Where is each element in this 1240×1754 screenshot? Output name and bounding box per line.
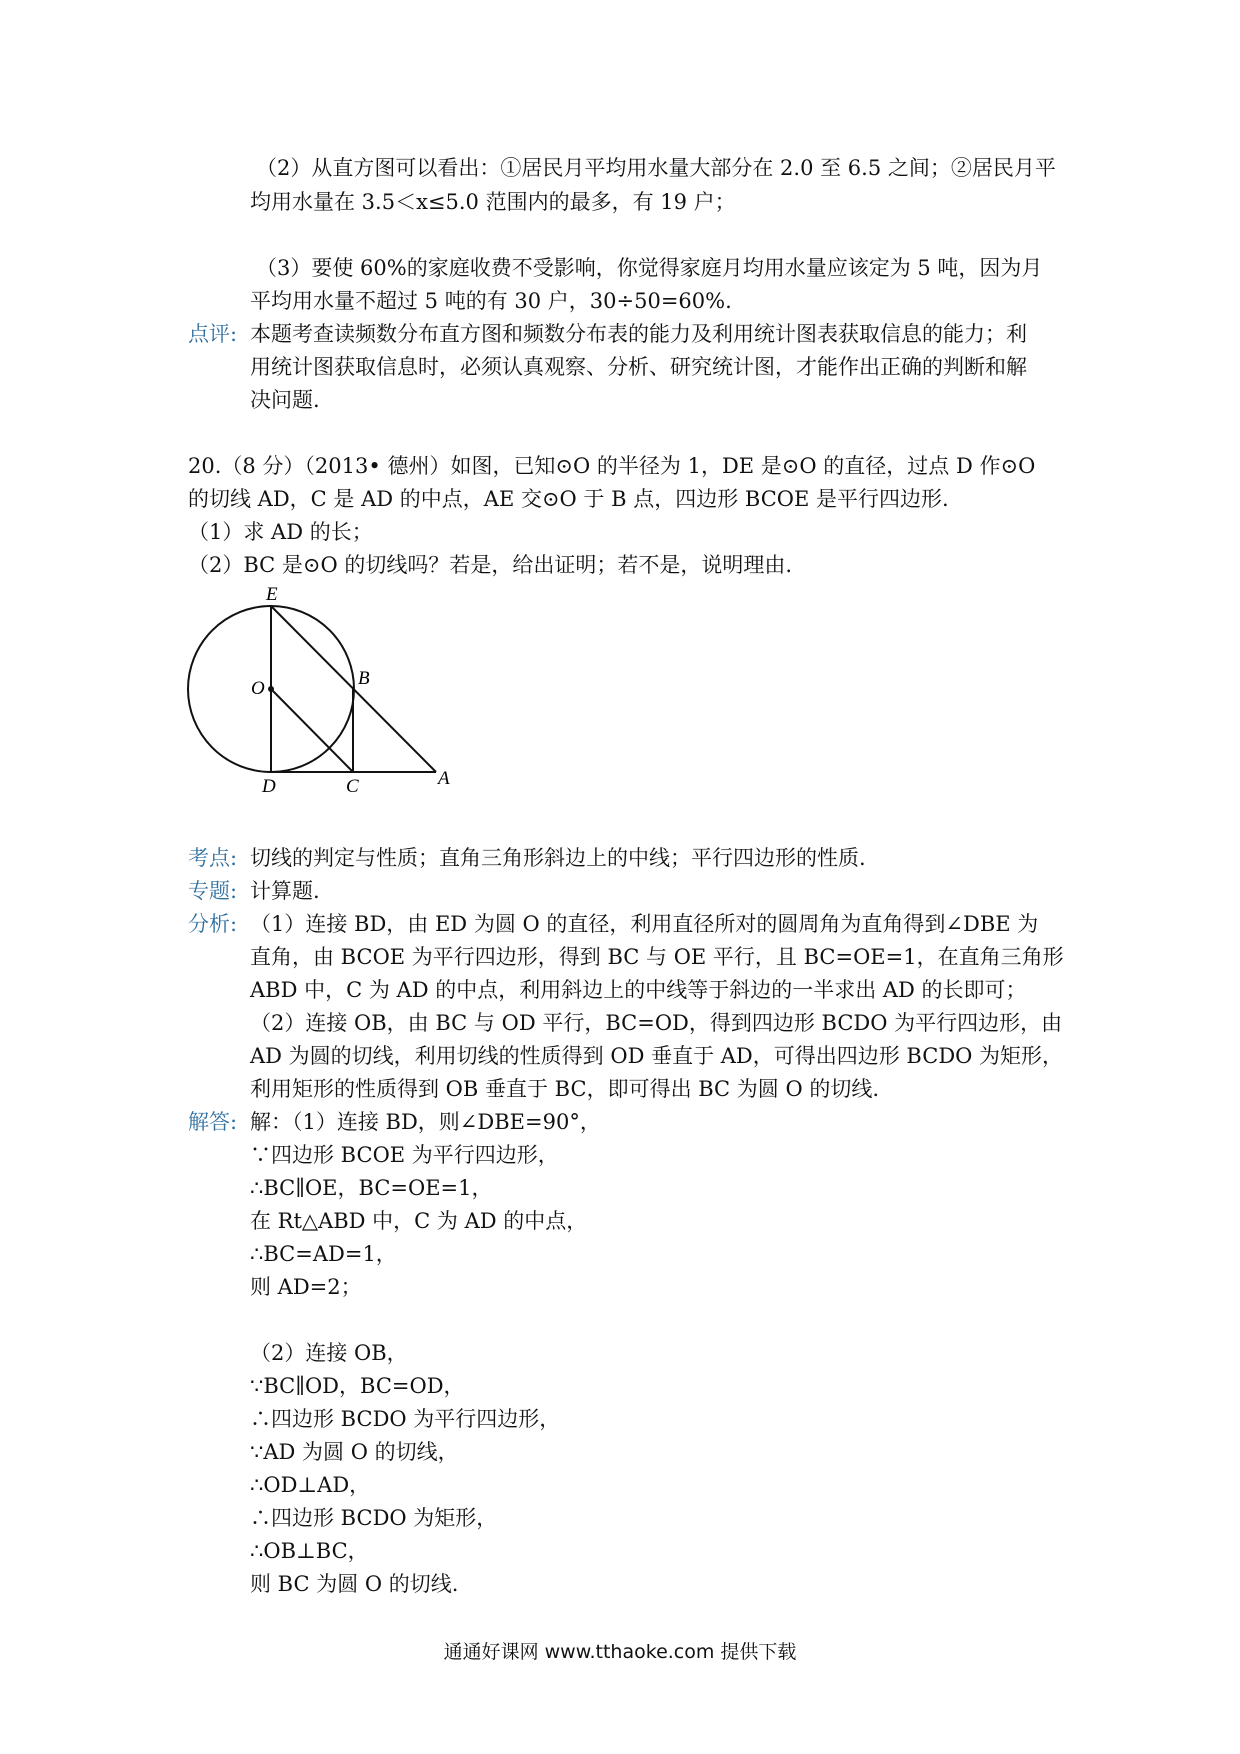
segment-oc: [271, 689, 353, 772]
solution-part2-step8: 则 BC 为圆 O 的切线.: [250, 1572, 459, 1596]
fenxi-line3: ABD 中，C 为 AD 的中点，利用斜边上的中线等于斜边的一半求出 AD 的长即可；: [250, 978, 1027, 1002]
prev-part2-line2: 均用水量在 3.5＜x≤5.0 范围内的最多，有 19 户；: [250, 190, 736, 214]
solution-step6: 则 AD=2；: [250, 1275, 362, 1299]
geometry-figure: [186, 582, 458, 798]
fenxi-line5: AD 为圆的切线，利用切线的性质得到 OD 垂直于 AD，可得出四边形 BCDO 为矩形，: [250, 1044, 1064, 1068]
label-c: C: [346, 776, 359, 797]
kaodian-label: 考点:: [188, 846, 238, 870]
solution-part2-step6: ∴四边形 BCDO 为矩形，: [250, 1506, 498, 1530]
page-footer: 通通好课网 www.tthaoke.com 提供下载: [443, 1641, 797, 1663]
problem-question1: （1）求 AD 的长；: [188, 520, 373, 544]
problem-line2: 的切线 AD，C 是 AD 的中点，AE 交⊙O 于 B 点，四边形 BCOE 是平行四边形.: [188, 487, 949, 511]
label-d: D: [262, 776, 276, 797]
solution-part2-step7: ∴OB⊥BC，: [250, 1539, 369, 1563]
problem-question2: （2）BC 是⊙O 的切线吗？若是，给出证明；若不是，说明理由.: [188, 553, 793, 577]
solution-step1: 解：（1）连接 BD，则∠DBE=90°，: [250, 1110, 601, 1134]
zhuanti-text: 计算题.: [250, 879, 320, 903]
solution-step2: ∵四边形 BCOE 为平行四边形，: [250, 1143, 559, 1167]
review-line2: 用统计图获取信息时，必须认真观察、分析、研究统计图，才能作出正确的判断和解: [250, 355, 1027, 379]
zhuanti-label: 专题:: [188, 879, 238, 903]
kaodian-text: 切线的判定与性质；直角三角形斜边上的中线；平行四边形的性质.: [250, 846, 866, 870]
solution-step5: ∴BC=AD=1，: [250, 1242, 397, 1266]
prev-part3-line1: （3）要使 60%的家庭收费不受影响，你觉得家庭月均用水量应该定为 5 吨，因为月: [256, 256, 1043, 280]
center-point-o: [268, 686, 274, 692]
solution-part2-step3: ∴四边形 BCDO 为平行四边形，: [250, 1407, 561, 1431]
solution-label: 解答:: [188, 1110, 238, 1134]
review-line3: 决问题.: [250, 388, 320, 412]
label-o: O: [251, 678, 265, 699]
solution-step4: 在 Rt△ABD 中，C 为 AD 的中点，: [250, 1209, 588, 1233]
problem-line1: 20.（8 分）（2013• 德州）如图，已知⊙O 的半径为 1，DE 是⊙O 的直径，过点 D 作⊙O: [188, 454, 1036, 478]
label-e: E: [266, 584, 278, 605]
label-a: A: [438, 768, 450, 789]
solution-part2-step1: （2）连接 OB，: [250, 1341, 408, 1365]
solution-part2-step5: ∴OD⊥AD，: [250, 1473, 371, 1497]
fenxi-line4: （2）连接 OB，由 BC 与 OD 平行，BC=OD，得到四边形 BCDO 为平行四边形，由: [250, 1011, 1063, 1035]
review-line1: 本题考查读频数分布直方图和频数分布表的能力及利用统计图表获取信息的能力；利: [250, 322, 1027, 346]
label-b: B: [358, 668, 370, 689]
fenxi-label: 分析:: [188, 912, 238, 936]
solution-step3: ∴BC∥OE，BC=OE=1，: [250, 1176, 493, 1200]
fenxi-line2: 直角，由 BCOE 为平行四边形，得到 BC 与 OE 平行，且 BC=OE=1，在直角三角形: [250, 945, 1064, 969]
solution-part2-step2: ∵BC∥OD，BC=OD，: [250, 1374, 465, 1398]
review-label: 点评:: [188, 322, 238, 346]
solution-part2-step4: ∵AD 为圆 O 的切线，: [250, 1440, 459, 1464]
geometry-svg: [186, 582, 458, 798]
prev-part2-line1: （2）从直方图可以看出：①居民月平均用水量大部分在 2.0 至 6.5 之间；②居民月平: [256, 156, 1056, 180]
prev-part3-line2: 平均用水量不超过 5 吨的有 30 户，30÷50=60%.: [250, 289, 732, 313]
fenxi-line6: 利用矩形的性质得到 OB 垂直于 BC，即可得出 BC 为圆 O 的切线.: [250, 1077, 880, 1101]
fenxi-line1: （1）连接 BD，由 ED 为圆 O 的直径，利用直径所对的圆周角为直角得到∠DBE 为: [250, 912, 1039, 936]
